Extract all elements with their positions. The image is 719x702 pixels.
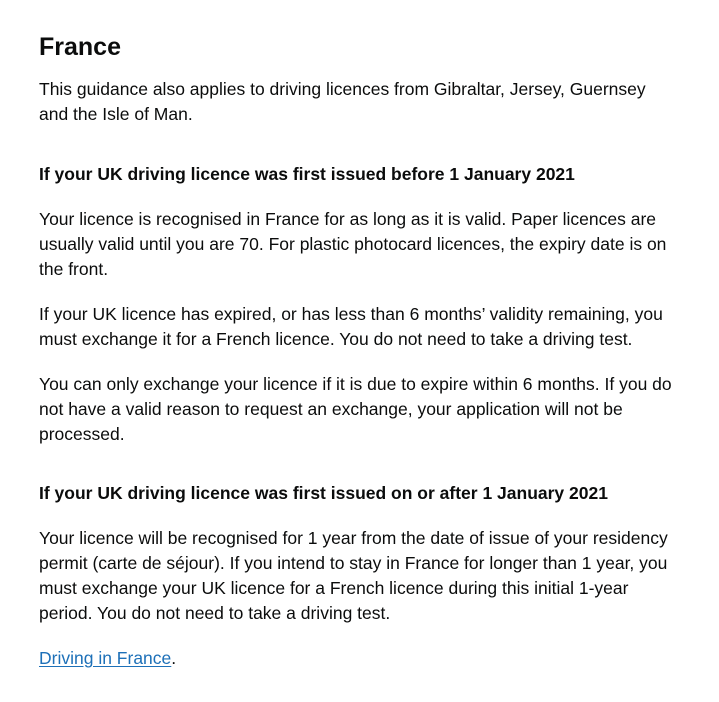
before-2021-paragraph-expired: If your UK licence has expired, or has less than 6 months’ validity remaining, you must exchange it for a French licence. You do not need to take a driving test. [39,304,663,349]
after-2021-heading: If your UK driving licence was first issued on or after 1 January 2021 [39,483,608,503]
intro-paragraph: This guidance also applies to driving licences from Gibraltar, Jersey, Guernsey and the Isle of Man. [39,79,646,124]
before-2021-paragraph-validity: Your licence is recognised in France for as long as it is valid. Paper licences are usually valid until you are 70. For plastic photocard licences, the expiry date is on the front. [39,209,667,279]
guidance-content [39,0,679,671]
before-2021-heading: If your UK driving licence was first issued before 1 January 2021 [39,164,575,184]
before-2021-paragraph-exchange: You can only exchange your licence if it is due to expire within 6 months. If you do not have a valid reason to request an exchange, your application will not be processed. [39,374,672,444]
after-2021-paragraph: Your licence will be recognised for 1 year from the date of issue of your residency permit (carte de séjour). If you intend to stay in France for longer than 1 year, you must exchange your UK licence for a French licence during this initial 1-year period. You do not need to take a driving test. [39,528,668,623]
driving-in-france-link[interactable]: Driving in France [39,648,172,668]
link-paragraph [39,646,679,671]
country-heading: France [39,33,121,61]
link-trailing-punctuation: . [171,648,177,668]
